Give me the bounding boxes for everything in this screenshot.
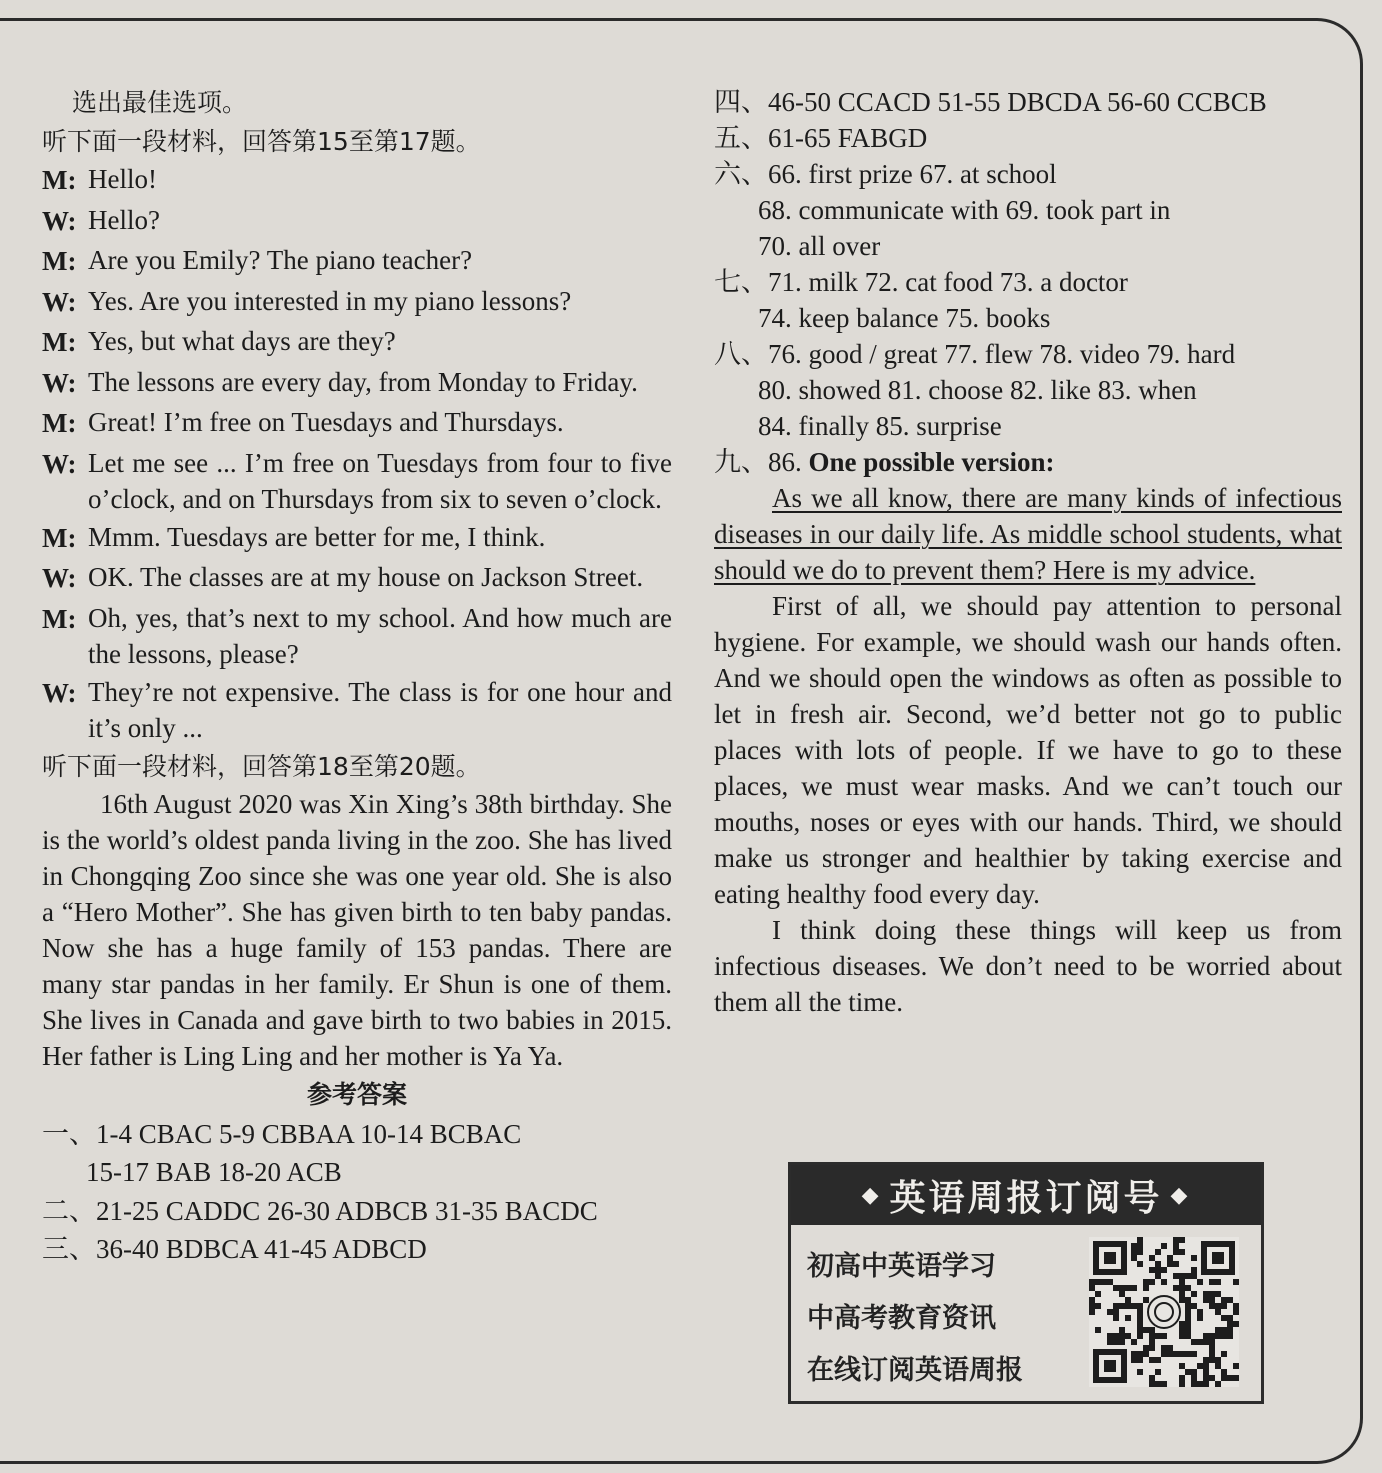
utterance-text: Hello?	[88, 204, 160, 235]
right-answer-list	[714, 84, 1342, 444]
dialogue-turn	[42, 364, 672, 403]
ad-line: 中高考教育资讯	[807, 1303, 996, 1334]
utterance-text: Oh, yes, that’s next to my school. And how much are the lessons, please?	[88, 602, 672, 669]
diamond-right-icon: ◆	[1170, 1182, 1191, 1208]
utterance-text: OK. The classes are at my house on Jackson Street.	[88, 562, 644, 592]
speaker-label: M:	[42, 408, 77, 438]
essay-intro	[714, 480, 1342, 588]
dialogue-turn	[42, 242, 672, 281]
dialogue-turn	[42, 161, 672, 200]
speaker-label: M:	[42, 522, 77, 553]
answer-line: 68. communicate with 69. took part in	[758, 195, 1171, 225]
right-column	[714, 84, 1342, 1020]
answer-line: 五、61-65 FABGD	[714, 123, 928, 153]
ad-title: 英语周报订阅号	[889, 1177, 1163, 1219]
speaker-label: W:	[42, 205, 77, 236]
answer-line: 四、46-50 CCACD 51-55 DBCDA 56-60 CCBCB	[714, 87, 1267, 117]
answer-line: 15-17 BAB 18-20 ACB	[86, 1157, 342, 1187]
panda-passage: 16th August 2020 was Xin Xing’s 38th birthday. She is the world’s oldest panda living in the zoo. She has lived in Chongqing Zoo since she was one year old. She is also a “Hero Mother”. She has given birth to ten baby pandas. Now she has a huge family of 153 pandas. There are many star pandas in her family. Er Shun is one of them. She lives in Canada and gave birth to two babies in 2015. Her father is Ling Ling and her mother is Ya Ya.	[42, 789, 672, 1071]
utterance-text: Great! I’m free on Tuesdays and Thursdays.	[88, 407, 564, 437]
essay-label-text: One possible version:	[808, 447, 1055, 477]
utterance-text: Yes, but what days are they?	[88, 326, 396, 356]
dialogue-turn	[42, 283, 672, 322]
left-column	[42, 84, 672, 1269]
answer-line: 74. keep balance 75. books	[758, 303, 1051, 333]
dialogue	[42, 161, 672, 746]
dialogue-turn	[42, 674, 672, 746]
section2-heading: 听下面一段材料，回答第18至第20题。	[42, 751, 481, 781]
dialogue-turn	[42, 202, 672, 241]
left-answer-list	[42, 1115, 672, 1269]
essay-intro-text: As we all know, there are many kinds of infectious diseases in our daily life. As middle school students, what should we do to prevent them? Here is my advice.	[714, 483, 1342, 585]
section1-heading: 听下面一段材料，回答第15至第17题。	[42, 126, 481, 156]
answer-line: 84. finally 85. surprise	[758, 411, 1002, 441]
answer-line: 二、21-25 CADDC 26-30 ADBCB 31-35 BACDC	[42, 1195, 598, 1226]
utterance-text: Yes. Are you interested in my piano lessons?	[88, 285, 572, 316]
essay-label-number: 九、86.	[714, 447, 802, 477]
utterance-text: They’re not expensive. The class is for one hour and it’s only ...	[88, 676, 672, 743]
dialogue-turn	[42, 404, 672, 443]
qr-code-icon[interactable]	[1089, 1237, 1239, 1387]
essay-label	[714, 444, 1342, 480]
dialogue-turn	[42, 323, 672, 362]
diamond-left-icon: ◆	[861, 1182, 882, 1208]
ad-lines	[807, 1241, 1077, 1397]
essay-paragraph-2: First of all, we should pay attention to personal hygiene. For example, we should wash our hands often. And we should open the windows as often as possible to let in fresh air. Second, we’d better not go to public places with lots of people. If we have to go to these places, we must wear masks. And we can’t touch our mouths, noses or eyes with our hands. Third, we should make us stronger and healthier by taking exercise and eating healthy food every day.	[714, 591, 1342, 909]
answer-line: 八、76. good / great 77. flew 78. video 79. hard	[714, 339, 1236, 369]
answer-line: 三、36-40 BDBCA 41-45 ADBCD	[42, 1234, 427, 1264]
dialogue-turn	[42, 445, 672, 517]
utterance-text: Mmm. Tuesdays are better for me, I think.	[88, 521, 546, 552]
speaker-label: M:	[42, 246, 77, 276]
answer-line: 80. showed 81. choose 82. like 83. when	[758, 375, 1197, 405]
ad-line: 在线订阅英语周报	[807, 1355, 1023, 1386]
dialogue-turn	[42, 600, 672, 672]
subscription-ad	[788, 1162, 1264, 1404]
instruction-text: 选出最佳选项。	[72, 88, 248, 117]
utterance-text: Hello!	[88, 164, 157, 194]
speaker-label: M:	[42, 327, 77, 357]
speaker-label: W:	[42, 448, 77, 479]
dialogue-turn	[42, 519, 672, 558]
ad-line: 初高中英语学习	[807, 1251, 996, 1282]
utterance-text: Let me see ... I’m free on Tuesdays from four to five o’clock, and on Thursdays from six to seven o’clock.	[88, 447, 672, 514]
speaker-label: M:	[42, 165, 77, 195]
speaker-label: W:	[42, 286, 77, 317]
speaker-label: W:	[42, 677, 77, 708]
speaker-label: W:	[42, 563, 77, 593]
utterance-text: The lessons are every day, from Monday to Friday.	[88, 366, 638, 397]
answer-line: 七、71. milk 72. cat food 73. a doctor	[714, 267, 1128, 297]
answer-line: 一、1-4 CBAC 5-9 CBBAA 10-14 BCBAC	[42, 1118, 522, 1149]
answers-title: 参考答案	[306, 1080, 407, 1109]
essay-paragraph-3: I think doing these things will keep us from infectious diseases. We don’t need to be worried about them all the time.	[714, 915, 1342, 1017]
utterance-text: Are you Emily? The piano teacher?	[88, 245, 473, 275]
ad-header	[791, 1165, 1261, 1225]
speaker-label: W:	[42, 367, 77, 398]
speaker-label: M:	[42, 603, 77, 634]
answer-line: 70. all over	[758, 231, 881, 261]
answer-line: 六、66. first prize 67. at school	[714, 159, 1057, 189]
dialogue-turn	[42, 559, 672, 598]
